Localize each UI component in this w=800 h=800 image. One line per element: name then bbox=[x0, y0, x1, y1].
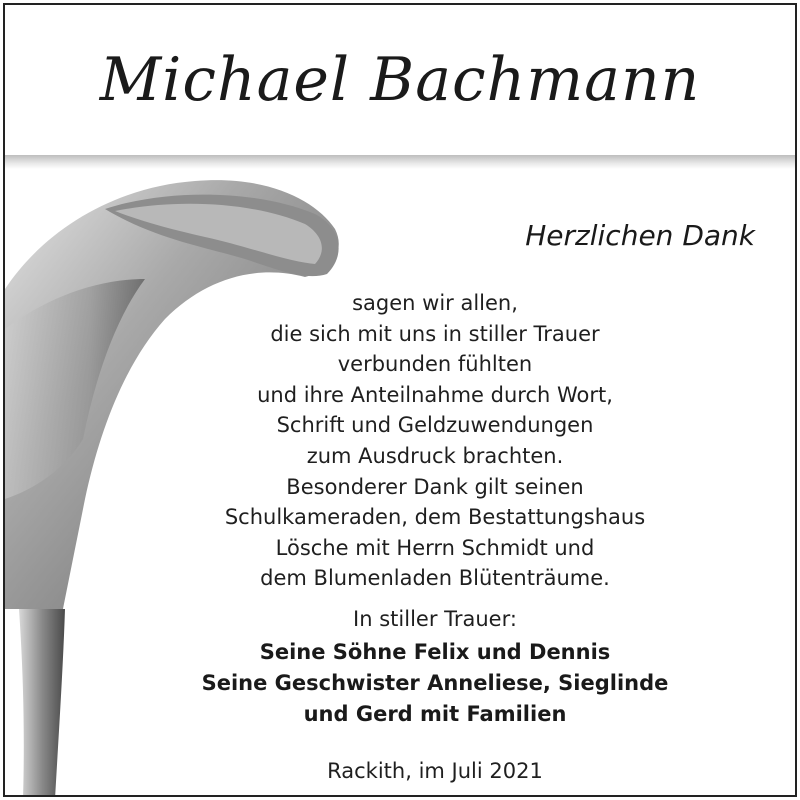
message-line: Besonderer Dank gilt seinen bbox=[286, 474, 584, 499]
place-date: Rackith, im Juli 2021 bbox=[327, 759, 543, 783]
obituary-card bbox=[3, 3, 797, 797]
deceased-name: Michael Bachmann bbox=[99, 45, 701, 115]
header-divider bbox=[5, 155, 795, 169]
message-line: und ihre Anteilnahme durch Wort, bbox=[257, 382, 613, 407]
mourner-line: Seine Söhne Felix und Dennis bbox=[259, 640, 611, 664]
thanks-message bbox=[155, 288, 715, 594]
header bbox=[5, 5, 795, 155]
message-line: Schulkameraden, dem Bestattungshaus bbox=[224, 505, 646, 530]
heading: Herzlichen Dank bbox=[525, 219, 755, 252]
message-line: verbunden fühlten bbox=[337, 352, 533, 377]
message-line: sagen wir allen, bbox=[352, 291, 518, 315]
mourners-intro: In stiller Trauer: bbox=[353, 607, 517, 631]
mourner-line: Seine Geschwister Anneliese, Sieglinde bbox=[201, 671, 669, 695]
message-line: zum Ausdruck brachten. bbox=[306, 443, 564, 468]
mourner-line: und Gerd mit Familien bbox=[303, 702, 567, 726]
message-line: dem Blumenladen Blütenträume. bbox=[260, 566, 610, 591]
mourners-list bbox=[155, 637, 715, 730]
message-line: die sich mit uns in stiller Trauer bbox=[270, 321, 600, 346]
message-line: Schrift und Geldzuwendungen bbox=[276, 413, 594, 438]
message-line: Lösche mit Herrn Schmidt und bbox=[275, 535, 595, 560]
